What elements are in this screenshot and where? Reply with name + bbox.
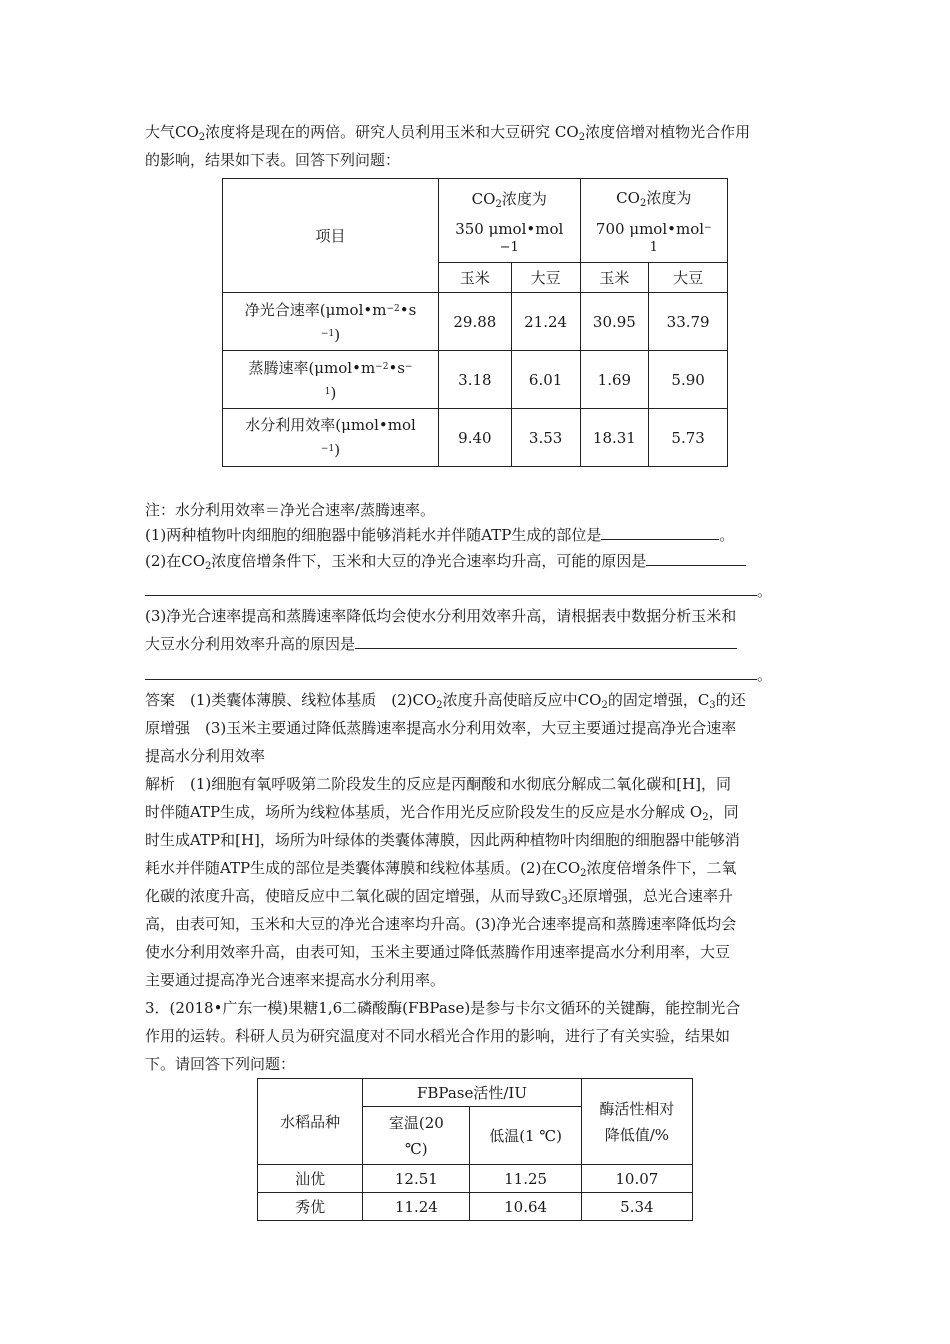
table-cell: 29.88 bbox=[439, 293, 512, 351]
table-row bbox=[223, 409, 728, 467]
question-1: (1)两种植物叶肉细胞的细胞器中能够消耗水并伴随ATP生成的部位是 。 bbox=[145, 526, 735, 544]
table-cell: 12.51 bbox=[363, 1165, 470, 1193]
soy-header-2: 大豆 bbox=[649, 263, 728, 293]
table-cell: 33.79 bbox=[649, 293, 728, 351]
row-label: 蒸腾速率($\mu mol•m^{-2}•s^-$ $^1$) bbox=[223, 351, 439, 409]
question-3: (3)净光合速率提高和蒸腾速率降低均会使水分利用效率升高，请根据表中数据分析玉米和 bbox=[145, 607, 737, 625]
table-cell: 5.73 bbox=[649, 409, 728, 467]
analysis-line-2: 时伴随ATP生成，场所为线粒体基质，光合作用光反应阶段发生的反应是水分解成 $O_2$，同 bbox=[145, 803, 739, 823]
question-3-cont2: 。 bbox=[145, 664, 810, 686]
table-cell: 30.95 bbox=[580, 293, 649, 351]
table-row bbox=[223, 293, 728, 351]
analysis-line-6: 高，由表可知，玉米和大豆的净光合速率均升高。(3)净光合速率提高和蒸腾速率降低均会 bbox=[145, 915, 737, 933]
answer-blank bbox=[355, 634, 737, 649]
table-cell: 5.90 bbox=[649, 351, 728, 409]
variety-header: 水稻品种 bbox=[258, 1079, 363, 1165]
low-temp-header: 低温(1 ℃) bbox=[470, 1107, 581, 1165]
table-cell: 5.34 bbox=[581, 1193, 692, 1221]
answer-line-2: 原增强 (3)玉米主要通过降低蒸腾速率提高水分利用效率，大豆主要通过提高净光合速率 bbox=[145, 719, 737, 737]
table-cell: 10.07 bbox=[581, 1165, 692, 1193]
table-cell: 3.18 bbox=[439, 351, 512, 409]
row-label: 水分利用效率(μmol•mol $^{-1}$) bbox=[223, 409, 439, 467]
answer-line-1: 答案 (1)类囊体薄膜、线粒体基质 $(2)CO_2$浓度升高使暗反应中$CO_2$的固定增强，$C_3$的还 bbox=[145, 691, 746, 711]
table-cell: 3.53 bbox=[511, 409, 580, 467]
table-row bbox=[258, 1165, 693, 1193]
analysis-line-5: 化碳的浓度升高，使暗反应中二氧化碳的固定增强，从而导致$C_3$还原增强，总光合速率升 bbox=[145, 887, 733, 907]
note: 注：水分利用效率＝净光合速率/蒸腾速率。 bbox=[145, 501, 436, 519]
intro-line-2: 的影响，结果如下表。回答下列问题： bbox=[145, 151, 401, 169]
analysis-line-4: 耗水并伴随ATP生成的部位是类囊体薄膜和线粒体基质。(2)在$CO_2$浓度倍增条件下，二氧 bbox=[145, 859, 737, 879]
co2-table bbox=[222, 178, 728, 467]
answer-blank bbox=[601, 525, 719, 540]
table-row bbox=[258, 1193, 693, 1221]
answer-blank bbox=[646, 551, 746, 566]
question-2-cont: 。 bbox=[145, 580, 810, 602]
table-row bbox=[223, 351, 728, 409]
table-cell: 9.40 bbox=[439, 409, 512, 467]
table-cell: 6.01 bbox=[511, 351, 580, 409]
answer-blank bbox=[145, 581, 757, 596]
table-cell: 21.24 bbox=[511, 293, 580, 351]
table-cell: 11.25 bbox=[470, 1165, 581, 1193]
question-2: (2)在$CO_2$浓度倍增条件下，玉米和大豆的净光合速率均升高，可能的原因是 bbox=[145, 550, 810, 578]
table-cell: 1.69 bbox=[580, 351, 649, 409]
q3-line-1: 3．(2018•广东一模)果糖1,6二磷酸酶(FBPase)是参与卡尔文循环的关键酶，能控制光合 bbox=[145, 999, 741, 1017]
intro-line-1: 大气$CO_2$浓度将是现在的两倍。研究人员利用玉米和大豆研究 $CO_2$浓度倍增对植物光合作用 bbox=[145, 123, 751, 143]
item-header: 项目 bbox=[223, 179, 439, 293]
question-3-cont: 大豆水分利用效率升高的原因是 bbox=[145, 633, 810, 655]
q3-line-3: 下。请回答下列问题： bbox=[145, 1055, 296, 1073]
activity-header: FBPase活性/IU bbox=[363, 1079, 581, 1107]
group2-header: $CO_2$浓度为 700 μmol•mol− 1 bbox=[580, 179, 728, 263]
fbpase-table bbox=[257, 1078, 693, 1221]
corn-header-1: 玉米 bbox=[439, 263, 512, 293]
answer-blank bbox=[145, 665, 757, 680]
table-cell: 11.24 bbox=[363, 1193, 470, 1221]
corn-header-2: 玉米 bbox=[580, 263, 649, 293]
soy-header-1: 大豆 bbox=[511, 263, 580, 293]
q3-line-2: 作用的运转。科研人员为研究温度对不同水稻光合作用的影响，进行了有关实验，结果如 bbox=[145, 1027, 731, 1045]
analysis-line-1: 解析 (1)细胞有氧呼吸第二阶段发生的反应是丙酮酸和水彻底分解成二氧化碳和[H]，同 bbox=[145, 775, 732, 793]
variety-name: 秀优 bbox=[258, 1193, 363, 1221]
analysis-line-8: 主要通过提高净光合速率来提高水分利用率。 bbox=[145, 971, 446, 989]
analysis-line-7: 使水分利用效率升高，由表可知，玉米主要通过降低蒸腾作用速率提高水分利用率，大豆 bbox=[145, 943, 731, 961]
table-cell: 18.31 bbox=[580, 409, 649, 467]
variety-name: 汕优 bbox=[258, 1165, 363, 1193]
analysis-line-3: 时生成ATP和[H]，场所为叶绿体的类囊体薄膜，因此两种植物叶肉细胞的细胞器中能够消 bbox=[145, 831, 740, 849]
reduce-header: 酶活性相对 降低值/% bbox=[581, 1079, 692, 1165]
row-label: 净光合速率($\mu mol•m^{-2}•s$ $^{-1}$) bbox=[223, 293, 439, 351]
table-cell: 10.64 bbox=[470, 1193, 581, 1221]
room-temp-header: 室温(20 ℃) bbox=[363, 1107, 470, 1165]
answer-line-3: 提高水分利用效率 bbox=[145, 747, 266, 765]
group1-header: $CO_2$浓度为 350 μmol•mol −1 bbox=[439, 179, 581, 263]
